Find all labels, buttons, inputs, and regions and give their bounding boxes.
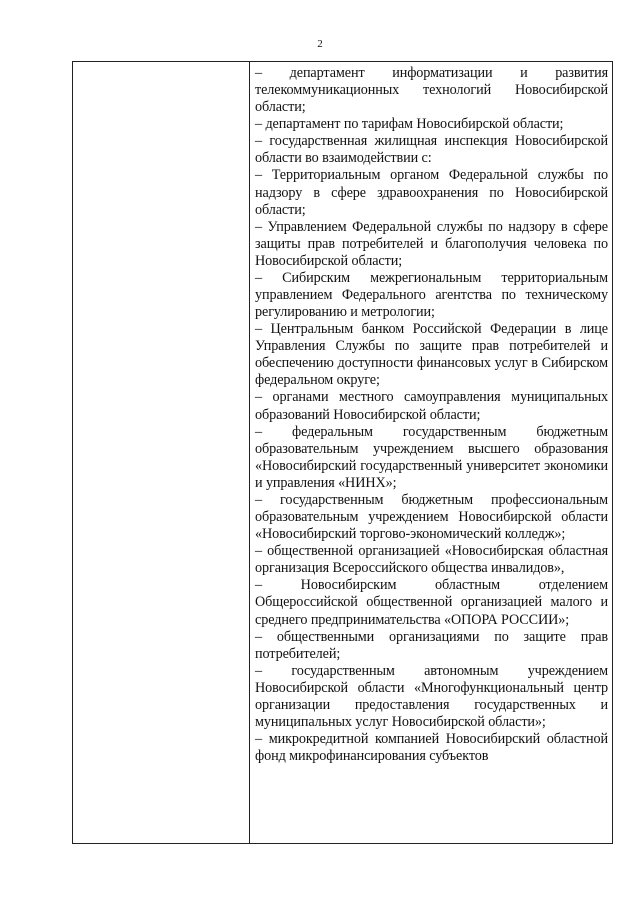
list-item: – государственным автономным учреждением Новосибирской области «Многофункциональный центр организации предоставления государственных и муниципальных услуг Новосибирской области»; (255, 662, 608, 730)
list-item: – Территориальным органом Федеральной службы по надзору в сфере здравоохранения по Новосибирской области; (255, 167, 608, 218)
list-item: – микрокредитной компанией Новосибирский областной фонд микрофинансирования субъектов (255, 731, 608, 765)
list-item: – государственным бюджетным профессиональным образовательным учреждением Новосибирской области «Новосибирский торгово-экономический колледж»; (255, 491, 608, 543)
list-item: – государственная жилищная инспекция Новосибирской области во взаимодействии с: (255, 133, 608, 167)
page-number: 2 (317, 38, 323, 50)
list-item: – федеральным государственным бюджетным образовательным учреждением высшего образования «Новосибирский государственный университет экономики и управления «НИНХ»; (255, 423, 608, 491)
list-item: – Новосибирским областным отделением Общероссийской общественной организацией малого и среднего предпринимательства «ОПОРА РОССИИ»; (255, 577, 608, 628)
table-left-cell (73, 62, 250, 843)
document-table (72, 61, 613, 844)
list-item: – органами местного самоуправления муниципальных образований Новосибирской области; (255, 389, 608, 423)
list-item: – Сибирским межрегиональным территориальным управлением Федерального агентства по техническому регулированию и метрологии; (255, 269, 608, 321)
list-item: – департамент информатизации и развития телекоммуникационных технологий Новосибирской области; (255, 65, 608, 116)
list-item: – Центральным банком Российской Федерации в лице Управления Службы по защите прав потребителей и обеспечению доступности финансовых услуг в Сибирском федеральном округе; (255, 321, 608, 389)
list-item: – общественной организацией «Новосибирская областная организация Всероссийского общества инвалидов», (255, 543, 608, 577)
list-item: – общественными организациями по защите прав потребителей; (255, 628, 608, 662)
list-item: – Управлением Федеральной службы по надзору в сфере защиты прав потребителей и благополучия человека по Новосибирской области; (255, 218, 608, 269)
list-item: – департамент по тарифам Новосибирской области; (255, 116, 564, 133)
table-right-cell (250, 62, 612, 843)
